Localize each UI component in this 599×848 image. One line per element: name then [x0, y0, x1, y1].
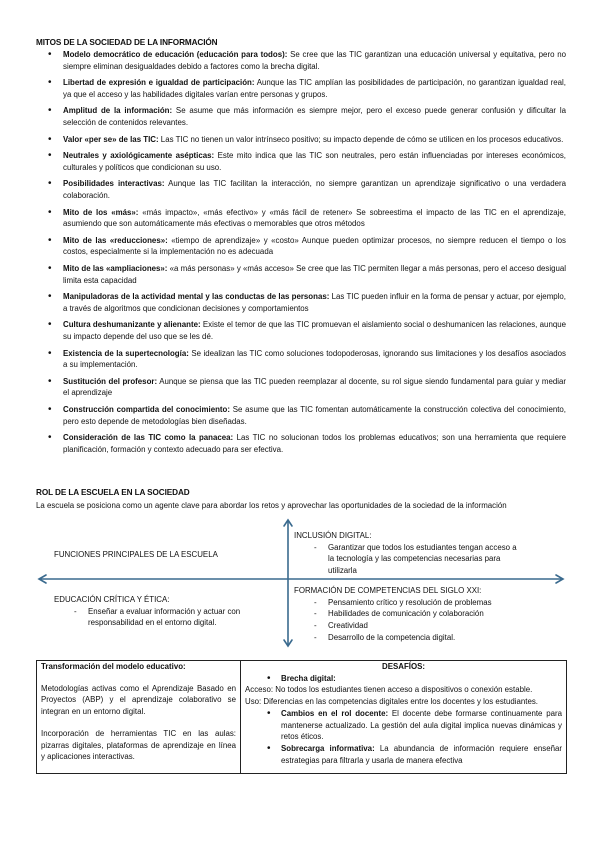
digital-inclusion-block: [294, 530, 524, 577]
transformation-title: Transformación del modelo educativo:: [41, 662, 186, 671]
list-item: • Mito de los «más»: «más impacto», «más efectivo» y «más fácil de retener» Se sobreestima el impacto de las TIC en el aprendizaje, asumiendo que son automáticamente más efectivas o memorables que otros métodos: [36, 207, 566, 230]
myths-list: [36, 49, 566, 460]
competences-title: FORMACIÓN DE COMPETENCIAS DEL SIGLO XXI:: [294, 586, 482, 595]
challenges-cell: [241, 661, 567, 774]
list-item: • Sustitución del profesor: Aunque se piensa que las TIC pueden reemplazar al docente, su rol sigue siendo fundamental para guiar y mediar el aprendizaje: [36, 376, 566, 399]
access-text: Acceso: No todos los estudiantes tienen acceso a dispositivos o conexión estable.: [245, 685, 533, 695]
critical-education-block: [54, 594, 279, 629]
list-item: • Cultura deshumanizante y alienante: Existe el temor de que las TIC promuevan el aislamiento social o deshumanicen las relaciones, aunque su impacto depende del uso que se les dé.: [36, 319, 566, 342]
list-item: • Manipuladoras de la actividad mental y las conductas de las personas: Las TIC pueden influir en la forma de pensar y actuar, por ejemplo, a través de algoritmos que condicionan decisiones y comportamientos: [36, 291, 566, 314]
intro-paragraph: La escuela se posiciona como un agente clave para abordar los retos y aprovechar las oportunidades de la sociedad de la información: [36, 501, 507, 510]
list-item: • Posibilidades interactivas: Aunque las TIC facilitan la interacción, no siempre garantizan un aprendizaje significativo o una verdadera colaboración.: [36, 178, 566, 201]
summary-table: [36, 660, 567, 774]
list-item: - Garantizar que todos los estudiantes tengan acceso a la tecnología y las competencias necesarias para utilizarla: [314, 542, 524, 577]
quadrant-diagram: [36, 518, 566, 648]
list-item: - Creatividad: [314, 620, 564, 632]
list-item: • Cambios en el rol docente: El docente debe formarse continuamente para mantenerse actualizado. La gestión del aula digital implica nuevas dinámicas y retos éticos.: [245, 708, 562, 743]
heading-school-role: ROL DE LA ESCUELA EN LA SOCIEDAD: [36, 488, 190, 497]
list-item: • Mito de las «reducciones»: «tiempo de aprendizaje» y «costo» Aunque pueden optimizar procesos, no siempre reducen el tiempo o los costos, especialmente si la implementación no es adecuada: [36, 235, 566, 258]
digital-inclusion-list: [294, 542, 524, 577]
digital-inclusion-title: INCLUSIÓN DIGITAL:: [294, 531, 372, 540]
list-item: - Enseñar a evaluar información y actuar con responsabilidad en el entorno digital.: [74, 606, 279, 629]
transformation-paragraph: Incorporación de herramientas TIC en las aulas: pizarras digitales, plataformas de aprendizaje en línea y aplicaciones interactivas.: [41, 728, 236, 762]
list-item: - Desarrollo de la competencia digital.: [314, 632, 564, 644]
list-item: • Sobrecarga informativa: La abundancia de información requiere enseñar estrategias para filtrarla y usarla de manera efectiva: [245, 743, 562, 766]
critical-education-title: EDUCACIÓN CRÍTICA Y ÉTICA:: [54, 595, 170, 604]
competences-list: [294, 597, 564, 644]
list-item: • Neutrales y axiológicamente asépticas: Este mito indica que las TIC son neutrales, pero están influenciadas por intereses económicos, culturales y políticos que condicionan su uso.: [36, 150, 566, 173]
list-item: • Valor «per se» de las TIC: Las TIC no tienen un valor intrínseco positivo; su impacto depende de cómo se utilicen en los procesos educativos.: [36, 134, 566, 146]
usage-text: Uso: Diferencias en las competencias digitales entre los docentes y los estudiantes.: [245, 697, 538, 707]
competences-block: [294, 585, 564, 644]
transformation-cell: [37, 661, 241, 774]
list-item: - Habilidades de comunicación y colaboración: [314, 608, 564, 620]
list-item: • Amplitud de la información: Se asume que más información es siempre mejor, pero el exceso puede generar confusión y dificultar la selección de contenidos relevantes.: [36, 105, 566, 128]
heading-myths: MITOS DE LA SOCIEDAD DE LA INFORMACIÓN: [36, 38, 218, 47]
transformation-paragraph: Metodologías activas como el Aprendizaje Basado en Proyectos (ABP) y el aprendizaje colaborativo se integran en un entorno digital.: [41, 683, 236, 717]
challenges-title: DESAFÍOS:: [382, 662, 425, 671]
list-item: • Modelo democrático de educación (educación para todos): Se cree que las TIC garantizan una educación universal y equitativa, pero no siempre eliminan desigualdades debido a factores como la brecha digital.: [36, 49, 566, 72]
critical-education-list: [54, 606, 279, 629]
list-item: • Consideración de las TIC como la panacea: Las TIC no solucionan todos los problemas educativos; son una herramienta que requiere planificación, formación y contexto adecuado para ser efectiva.: [36, 432, 566, 455]
list-item: • Libertad de expresión e igualdad de participación: Aunque las TIC amplían las posibilidades de participación, no garantizan igualdad real, ya que el acceso y las habilidades digitales varían entre personas y grupos.: [36, 77, 566, 100]
list-item: • Existencia de la supertecnología: Se idealizan las TIC como soluciones todopoderosas, ignorando sus limitaciones y los desafíos asociados a su implementación.: [36, 348, 566, 371]
list-item: - Pensamiento crítico y resolución de problemas: [314, 597, 564, 609]
list-item: • Mito de las «ampliaciones»: «a más personas» y «más acceso» Se cree que las TIC permiten llegar a más personas, pero el acceso desigual limita esta capacidad: [36, 263, 566, 286]
school-functions-label: FUNCIONES PRINCIPALES DE LA ESCUELA: [54, 550, 218, 559]
table-row: [37, 661, 567, 774]
list-item: • Construcción compartida del conocimiento: Se asume que las TIC fomentan automáticamente la construcción colectiva del conocimiento, pero esto depende de metodologías bien diseñadas.: [36, 404, 566, 427]
list-item: • Brecha digital:: [245, 673, 562, 685]
